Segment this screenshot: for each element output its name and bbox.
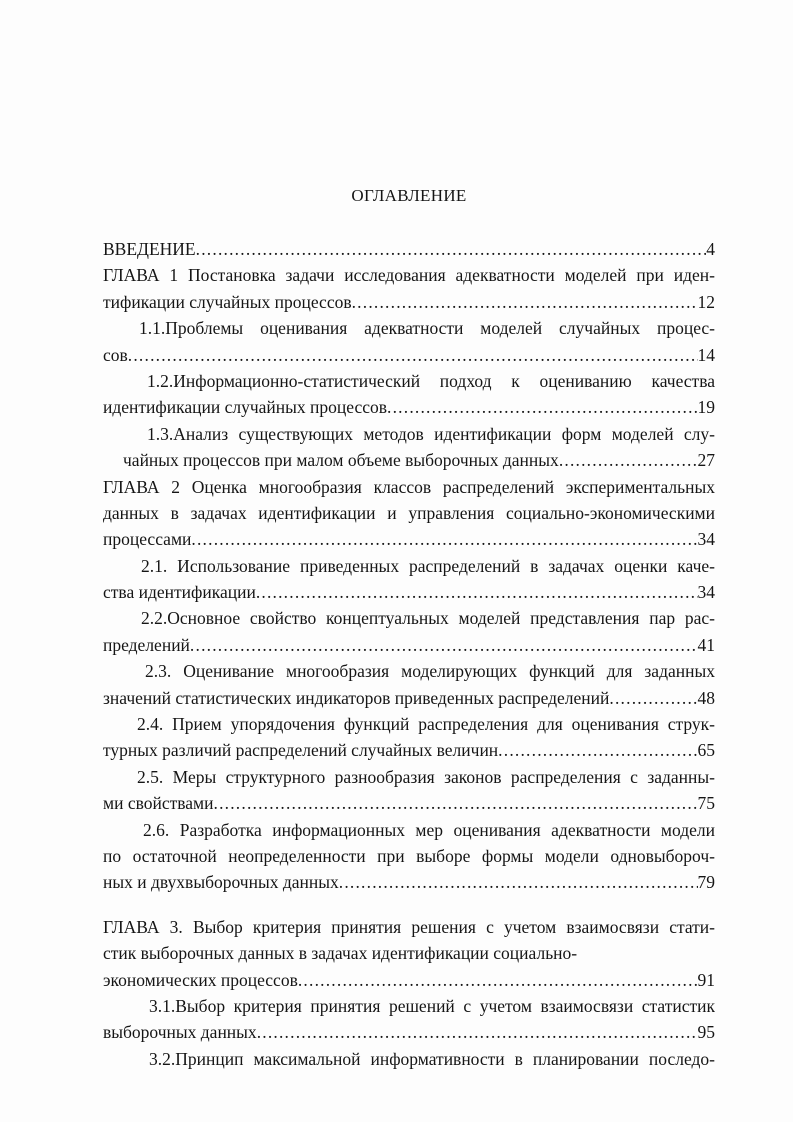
dot-leader (214, 790, 698, 816)
toc-entry-text: ства идентификации (103, 582, 256, 603)
toc-entry-2-1-line-1: 2.1. Использование приведенных распределений в задачах оценки каче- (141, 555, 715, 576)
toc-entry-1-2-line-1: 1.2.Информационно-статистический подход к оцениванию качества (147, 370, 715, 391)
toc-entry-2-6-line-1: 2.6. Разработка информационных мер оценивания адекватности модели (143, 819, 715, 840)
page-number: 19 (697, 397, 715, 418)
toc-entry-text: сов (103, 344, 128, 365)
dot-leader (298, 967, 698, 993)
toc-entry-2-2-line-1: 2.2.Основное свойство концептуальных моделей представления пар рас- (141, 608, 715, 629)
toc-entry-2-5-line-2 (103, 790, 715, 816)
toc-entry-chapter-1-line-2 (103, 289, 715, 315)
toc-entry-text: тификации случайных процессов (103, 291, 352, 312)
toc-entry-chapter-1-line-1: ГЛАВА 1 Постановка задачи исследования адекватности моделей при иден- (103, 265, 715, 286)
toc-entry-text: ВВЕДЕНИЕ (103, 239, 196, 259)
toc-entry-1-3-line-2 (103, 447, 715, 473)
page-number: 41 (697, 634, 715, 655)
dot-leader (609, 685, 697, 711)
section-spacer (103, 896, 715, 914)
toc-entry-chapter-3-line-1: ГЛАВА 3. Выбор критерия принятия решения с учетом взаимосвязи стати- (103, 916, 715, 937)
toc-entry-1-1-line-2 (103, 342, 715, 368)
dot-leader (352, 289, 698, 315)
toc-entry-3-2-line-1: 3.2.Принцип максимальной информативности в планировании последо- (149, 1048, 715, 1069)
page-number: 12 (697, 291, 715, 312)
dot-leader (191, 526, 697, 552)
toc-entry-text: чайных процессов при малом объеме выборочных данных (123, 450, 559, 471)
toc-entry-2-5-line-1: 2.5. Меры структурного разнообразия законов распределения с заданны- (137, 766, 715, 787)
page-number: 65 (697, 740, 715, 761)
dot-leader (498, 737, 697, 763)
toc-entry-text: значений статистических индикаторов приведенных распределений (103, 687, 610, 708)
toc-entry-1-1-line-1: 1.1.Проблемы оценивания адекватности моделей случайных процес- (139, 318, 715, 339)
toc-entry-2-3-line-2 (103, 685, 715, 711)
toc-entry-text: экономических процессов (103, 969, 298, 990)
dot-leader (339, 869, 698, 895)
toc-entry-intro (103, 236, 715, 262)
dot-leader (256, 579, 698, 605)
toc-entry-chapter-3-line-3 (103, 967, 715, 993)
toc-entry-2-6-line-2: по остаточной неопределенности при выборе формы модели одновыбороч- (103, 845, 715, 866)
dot-leader (190, 632, 698, 658)
page-number: 48 (697, 687, 715, 708)
page-number: 14 (697, 344, 715, 365)
page-title: ОГЛАВЛЕНИЕ (351, 186, 467, 205)
dot-leader (257, 1019, 698, 1045)
dot-leader (128, 342, 698, 368)
table-of-contents (103, 236, 715, 1072)
toc-entry-chapter-2-line-3 (103, 526, 715, 552)
toc-entry-text: турных различий распределений случайных величин (103, 740, 499, 761)
dot-leader (387, 394, 697, 420)
toc-entry-2-1-line-2 (103, 579, 715, 605)
page-number: 27 (697, 450, 715, 471)
page-number: 75 (697, 793, 715, 814)
toc-entry-chapter-2-line-2: данных в задачах идентификации и управления социально-экономическими (103, 502, 715, 523)
page-number: 34 (697, 582, 715, 603)
toc-entry-text: идентификации случайных процессов (103, 397, 388, 418)
toc-entry-text: ных и двухвыборочных данных (103, 872, 339, 893)
toc-entry-2-2-line-2 (103, 632, 715, 658)
toc-entry-chapter-3-line-2: стик выборочных данных в задачах идентификации социально- (103, 943, 578, 964)
toc-entry-2-3-line-1: 2.3. Оценивание многообразия моделирующих функций для заданных (145, 661, 715, 682)
page-number: 95 (697, 1022, 715, 1043)
toc-entry-1-3-line-1: 1.3.Анализ существующих методов идентификации форм моделей слу- (147, 423, 715, 444)
toc-entry-2-6-line-3 (103, 869, 715, 895)
toc-entry-text: ми свойствами (103, 793, 214, 814)
page-number: 91 (697, 969, 715, 990)
toc-entry-2-4-line-2 (103, 737, 715, 763)
page-number: 4 (706, 239, 715, 259)
dot-leader (196, 236, 707, 262)
toc-entry-3-1-line-2 (103, 1019, 715, 1045)
toc-entry-chapter-2-line-1: ГЛАВА 2 Оценка многообразия классов распределений экспериментальных (103, 476, 715, 497)
toc-entry-3-1-line-1: 3.1.Выбор критерия принятия решений с учетом взаимосвязи статистик (149, 995, 715, 1016)
toc-entry-text: пределений (103, 634, 190, 655)
page-number: 34 (697, 529, 715, 550)
toc-entry-text: выборочных данных (103, 1022, 257, 1043)
toc-entry-text: процессами (103, 529, 192, 550)
toc-entry-2-4-line-1: 2.4. Прием упорядочения функций распределения для оценивания струк- (137, 714, 715, 735)
toc-entry-1-2-line-2 (103, 394, 715, 420)
dot-leader (559, 447, 698, 473)
page-number: 79 (697, 872, 715, 893)
